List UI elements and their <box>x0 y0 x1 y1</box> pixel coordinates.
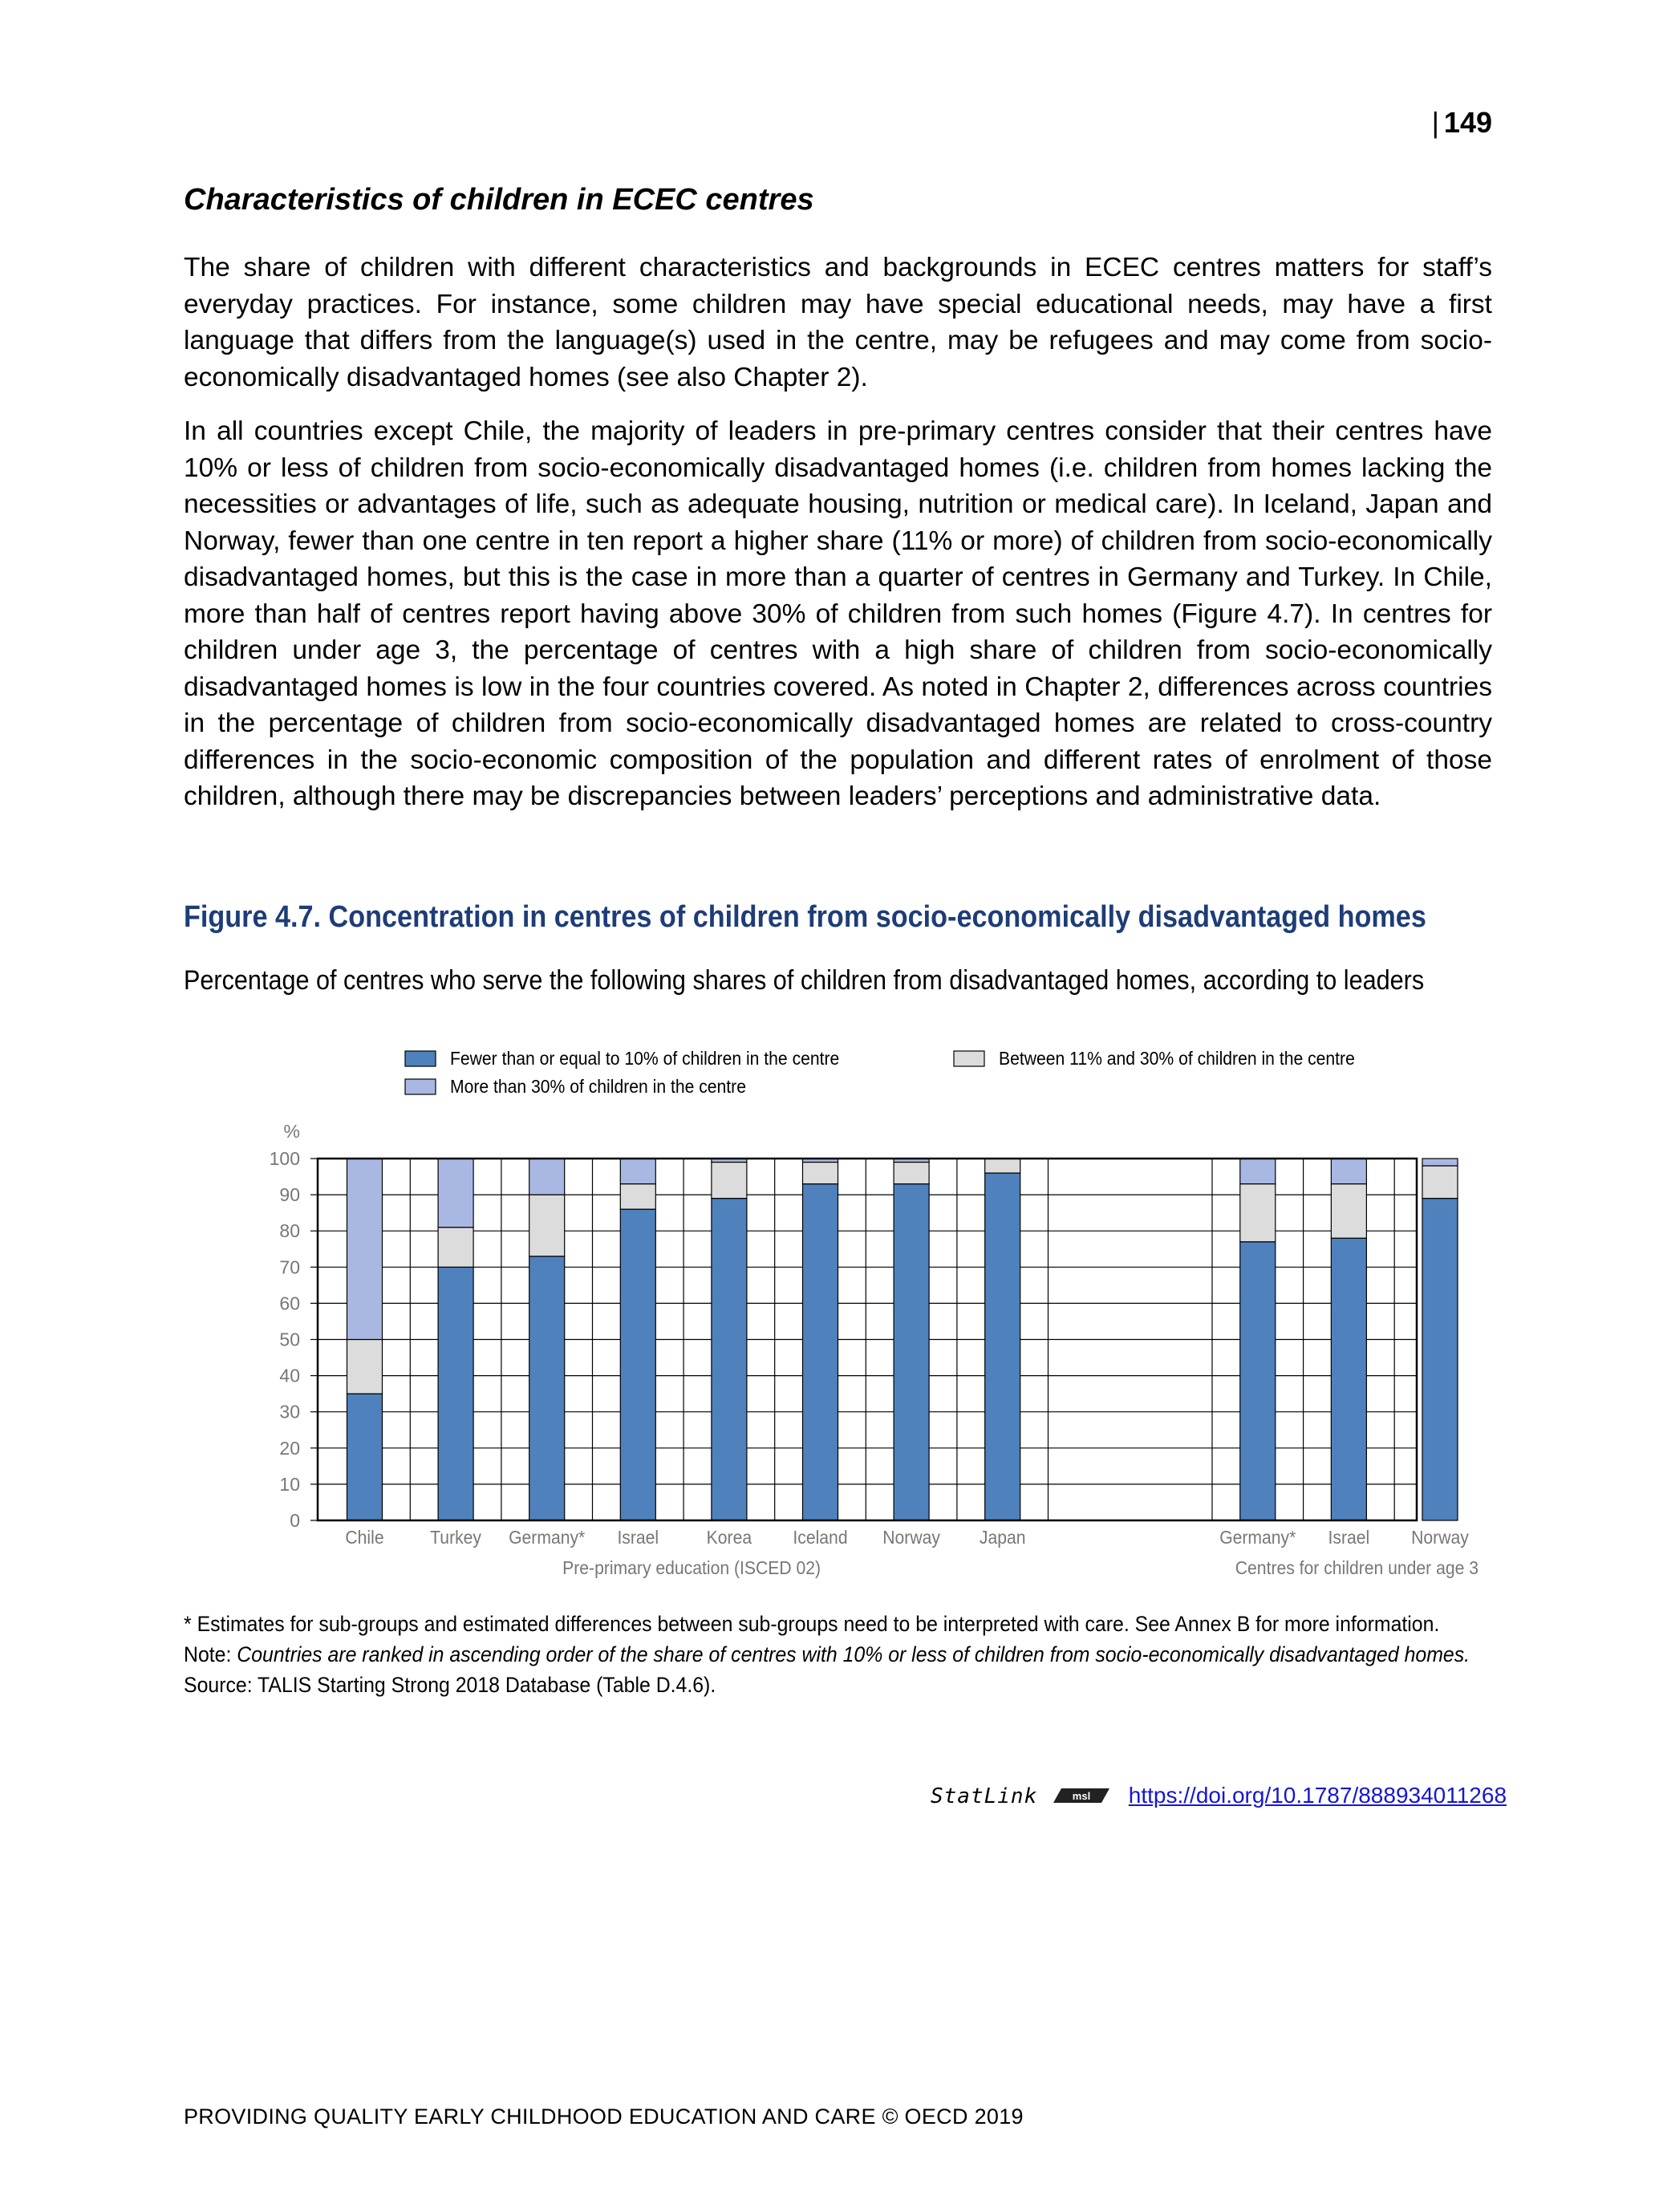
y-tick-label: 50 <box>279 1329 300 1350</box>
bar-segment-series-1 <box>529 1256 565 1520</box>
bar-segment-series-1 <box>985 1173 1020 1520</box>
page-number-separator: | <box>1431 106 1439 139</box>
x-tick-label: Norway <box>1411 1527 1469 1548</box>
page-footer: PROVIDING QUALITY EARLY CHILDHOOD EDUCATION AND CARE © OECD 2019 <box>184 2104 1024 2129</box>
bar-segment-series-2 <box>529 1195 565 1256</box>
y-axis-unit-label: % <box>283 1121 300 1142</box>
y-tick-label: 60 <box>279 1293 300 1314</box>
bar-segment-series-1 <box>1331 1238 1366 1520</box>
x-tick-label: Japan <box>979 1527 1026 1548</box>
legend-swatch-series-3 <box>405 1079 436 1094</box>
x-tick-label: Korea <box>706 1527 752 1548</box>
source-note: Source: TALIS Starting Strong 2018 Database (Table D.4.6). <box>184 1673 716 1697</box>
bar-segment-series-1 <box>1422 1199 1458 1520</box>
bar-segment-series-2 <box>985 1159 1020 1173</box>
y-tick-label: 0 <box>290 1510 300 1531</box>
figure-subtitle: Percentage of centres who serve the following shares of children from disadvantaged homes, according to leaders <box>184 965 1425 996</box>
bar-segment-series-2 <box>1422 1166 1458 1199</box>
statlink-url-link[interactable]: https://doi.org/10.1787/888934011268 <box>1128 1783 1507 1808</box>
bar-segment-series-2 <box>1331 1184 1366 1239</box>
y-tick-label: 70 <box>279 1256 300 1278</box>
group-label-pre-primary: Pre-primary education (ISCED 02) <box>562 1557 821 1579</box>
legend-label-series-1: Fewer than or equal to 10% of children in the centre <box>450 1048 840 1069</box>
y-tick-label: 90 <box>279 1184 300 1206</box>
statlink-logo-icon <box>1052 1784 1111 1810</box>
page-number-value: 149 <box>1443 106 1492 139</box>
paragraph-2: In all countries except Chile, the majority of leaders in pre-primary centres consider that their centres have 10% or less of children from socio-economically disadvantaged homes (i.e. children from homes lacking the necessities or advantages of life, such as adequate housing, nutrition or medical care). In Iceland, Japan and Norway, fewer than one centre in ten report a higher share (11% or more) of children from socio-economically disadvantaged homes, but this is the case in more than a quarter of centres in Germany and Turkey. In Chile, more than half of centres report having above 30% of children from such homes (Figure 4.7). In centres for children under age 3, the percentage of centres with a high share of children from socio-economically disadvantaged homes is low in the four countries covered. As noted in Chapter 2, differences across countries in the percentage of children from socio-economically disadvantaged homes are related to cross-country differences in the socio-economic composition of the population and different rates of enrolment of those children, although there may be discrepancies between leaders’ perceptions and administrative data. <box>184 416 1492 811</box>
y-tick-label: 20 <box>279 1437 300 1459</box>
y-tick-label: 10 <box>279 1473 300 1495</box>
bar-segment-series-1 <box>347 1394 383 1520</box>
bar-segment-series-1 <box>1240 1242 1276 1520</box>
statlink <box>931 1783 1507 1810</box>
y-tick-label: 30 <box>279 1401 300 1423</box>
y-tick-label: 40 <box>279 1365 300 1386</box>
paragraph-1: The share of children with different characteristics and backgrounds in ECEC centres matters for staff’s everyday practices. For instance, some children may have special educational needs, may have a first language that differs from the language(s) used in the centre, may be refugees and may come from socio-economically disadvantaged homes (see also Chapter 2). <box>184 253 1492 392</box>
y-tick-label: 100 <box>269 1148 300 1169</box>
bar-segment-series-2 <box>438 1228 473 1268</box>
bar-segment-series-3 <box>438 1159 473 1228</box>
bar-segment-series-3 <box>1240 1159 1276 1184</box>
legend-label-series-2: Between 11% and 30% of children in the centre <box>999 1048 1355 1069</box>
note-text: Countries are ranked in ascending order of the share of centres with 10% or less of children from socio-economically disadvantaged homes. <box>237 1642 1470 1666</box>
figure-title: Figure 4.7. Concentration in centres of children from socio-economically disadvantaged homes <box>184 900 1426 934</box>
figure-notes <box>184 1609 1492 1700</box>
bar-segment-series-3 <box>347 1159 383 1340</box>
legend-swatch-series-1 <box>405 1051 436 1066</box>
legend-swatch-series-2 <box>954 1051 984 1066</box>
bar-segment-series-1 <box>438 1267 473 1520</box>
x-tick-label: Turkey <box>430 1527 482 1548</box>
x-tick-label: Israel <box>617 1527 659 1548</box>
x-tick-label: Iceland <box>793 1527 848 1548</box>
bar-segment-series-1 <box>894 1184 929 1520</box>
bar-segment-series-2 <box>803 1163 838 1184</box>
bar-segment-series-3 <box>1331 1159 1366 1184</box>
x-tick-label: Germany* <box>1219 1527 1296 1548</box>
bar-segment-series-1 <box>803 1184 838 1520</box>
y-tick-label: 80 <box>279 1220 300 1242</box>
legend-label-series-3: More than 30% of children in the centre <box>450 1076 746 1098</box>
x-tick-label: Israel <box>1328 1527 1370 1548</box>
x-tick-label: Germany* <box>509 1527 586 1548</box>
bar-segment-series-2 <box>894 1163 929 1184</box>
bar-segment-series-2 <box>347 1340 383 1394</box>
statlink-brand: StatLink <box>931 1784 1038 1808</box>
note-label: Note: <box>184 1642 232 1666</box>
bar-segment-series-3 <box>529 1159 565 1195</box>
x-tick-label: Chile <box>345 1527 384 1548</box>
bar-segment-series-2 <box>620 1184 655 1210</box>
bar-segment-series-2 <box>712 1163 747 1199</box>
note-paragraph <box>184 1639 1492 1670</box>
bar-segment-series-2 <box>1240 1184 1276 1242</box>
bar-segment-series-1 <box>620 1209 655 1520</box>
bar-segment-series-3 <box>620 1159 655 1184</box>
statlink-logo-text: msl <box>1072 1789 1091 1802</box>
section-title: Characteristics of children in ECEC centres <box>184 183 814 217</box>
x-tick-label: Norway <box>882 1527 940 1548</box>
group-label-under-3: Centres for children under age 3 <box>1235 1557 1478 1579</box>
asterisk-note: * Estimates for sub-groups and estimated differences between sub-groups need to be interpreted with care. See Annex B for more information. <box>184 1612 1440 1636</box>
bar-segment-series-3 <box>1422 1159 1458 1166</box>
bar-segment-series-1 <box>712 1199 747 1520</box>
